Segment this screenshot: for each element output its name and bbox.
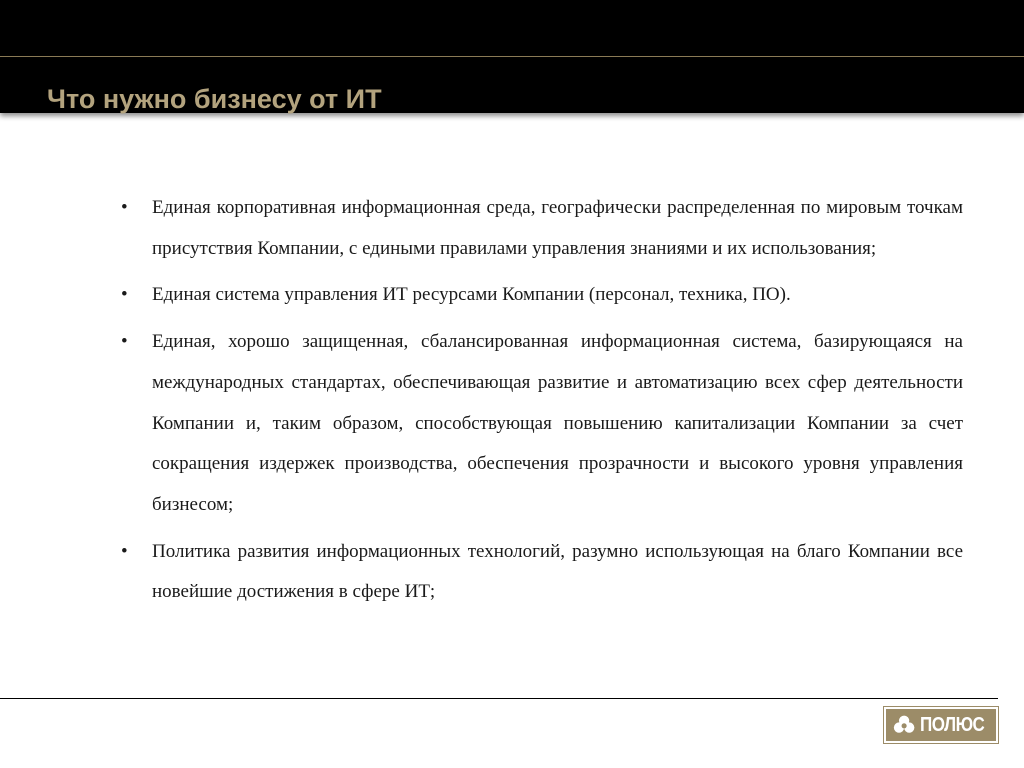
bullet-item-2 [121,275,963,316]
company-logo [884,707,998,743]
bullet-dot: • [121,540,128,562]
bullet-dot: • [121,197,128,218]
bullet-text: Единая система управления ИТ ресурсами Компании (персонал, техника, ПО). [152,284,791,306]
logo-text: ПОЛЮС [920,713,985,736]
bullet-text: Единая корпоративная информационная среда, географически распределенная по мировым точкам присутствия Компании, с едиными правилами управления знаниями и их использования; [152,197,963,259]
bullet-list [121,188,963,619]
bullet-item-1 [121,188,963,269]
bullet-dot: • [121,284,128,306]
polyus-flower-icon [893,712,915,738]
bullet-text: Политика развития информационных технологий, разумно использующая на благо Компании все новейшие достижения в сфере ИТ; [152,540,963,603]
bullet-dot: • [121,331,128,353]
bullet-text: Единая, хорошо защищенная, сбалансированная информационная система, базирующаяся на международных стандартах, обеспечивающая развитие и автоматизацию всех сфер деятельности Компании и, таким образом, способствующая повышению капитализации Компании за счет сокращения издержек производства, обеспечения прозрачности и высокого уровня управления бизнесом; [152,331,963,515]
footer-divider [0,698,998,699]
bullet-item-3 [121,322,963,526]
header-divider [0,56,1024,57]
bullet-item-4 [121,532,963,613]
slide-title: Что нужно бизнесу от ИТ [47,84,382,114]
